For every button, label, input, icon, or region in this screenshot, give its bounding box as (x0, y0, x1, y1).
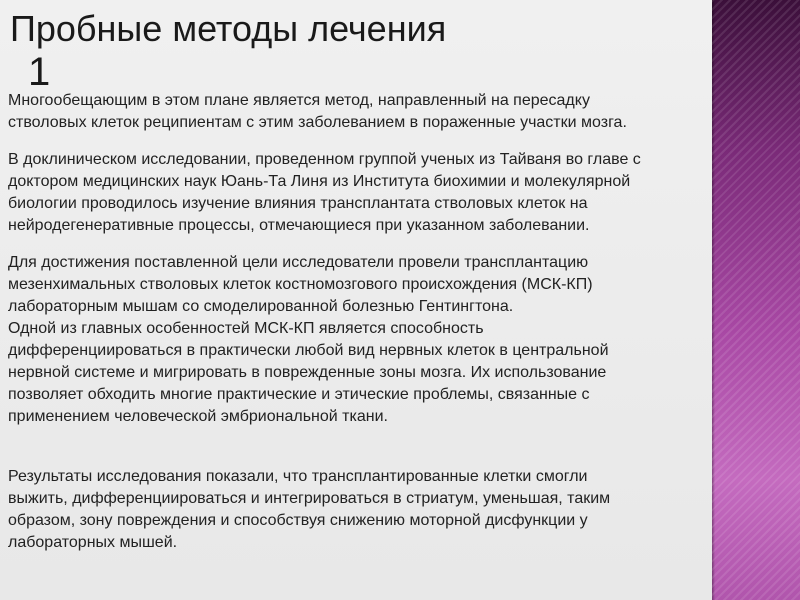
text-line: биологии проводилось изучение влияния трансплантата стволовых клеток на (8, 195, 588, 212)
text-line: нейродегенеративные процессы, отмечающиеся при указанном заболевании. (8, 217, 590, 234)
text-line: нервной системе и мигрировать в поврежденные зоны мозга. Их использование (8, 364, 607, 381)
text-line: стволовых клеток реципиентам с этим заболеванием в пораженные участки мозга. (8, 114, 627, 131)
spacer (8, 428, 798, 466)
slide-title-number: 1 (28, 50, 51, 94)
text-line: доктором медицинских наук Юань-Та Линя из Института биохимии и молекулярной (8, 173, 631, 190)
text-line: В доклиническом исследовании, проведенном группой ученых из Тайваня во главе с (8, 151, 641, 168)
text-line: выжить, дифференциироваться и интегрироваться в стриатум, уменьшая, таким (8, 490, 611, 507)
paragraph-3 (8, 252, 798, 428)
text-line: Многообещающим в этом плане является метод, направленный на пересадку (8, 92, 590, 109)
text-line: мезенхимальных стволовых клеток костномозгового происхождения (МСК-КП) (8, 276, 593, 293)
text-line: лабораторных мышей. (8, 534, 178, 551)
text-line: Для достижения поставленной цели исследователи провели трансплантацию (8, 254, 589, 271)
text-line: Результаты исследования показали, что трансплантированные клетки смогли (8, 468, 588, 485)
slide-body (8, 90, 798, 569)
text-line: образом, зону повреждения и способствуя снижению моторной дисфункции у (8, 512, 588, 529)
text-line: применением человеческой эмбриональной ткани. (8, 408, 388, 425)
paragraph-4 (8, 466, 798, 554)
text-line: лабораторным мышам со смоделированной болезнью Гентингтона. (8, 298, 514, 315)
text-line: дифференциироваться в практически любой вид нервных клеток в центральной (8, 342, 609, 359)
text-line: Одной из главных особенностей МСК-КП является способность (8, 320, 484, 337)
slide-title: Пробные методы лечения (10, 8, 447, 49)
paragraph-1 (8, 90, 798, 134)
text-line: позволяет обходить многие практические и этические проблемы, связанные с (8, 386, 590, 403)
paragraph-2 (8, 149, 798, 237)
